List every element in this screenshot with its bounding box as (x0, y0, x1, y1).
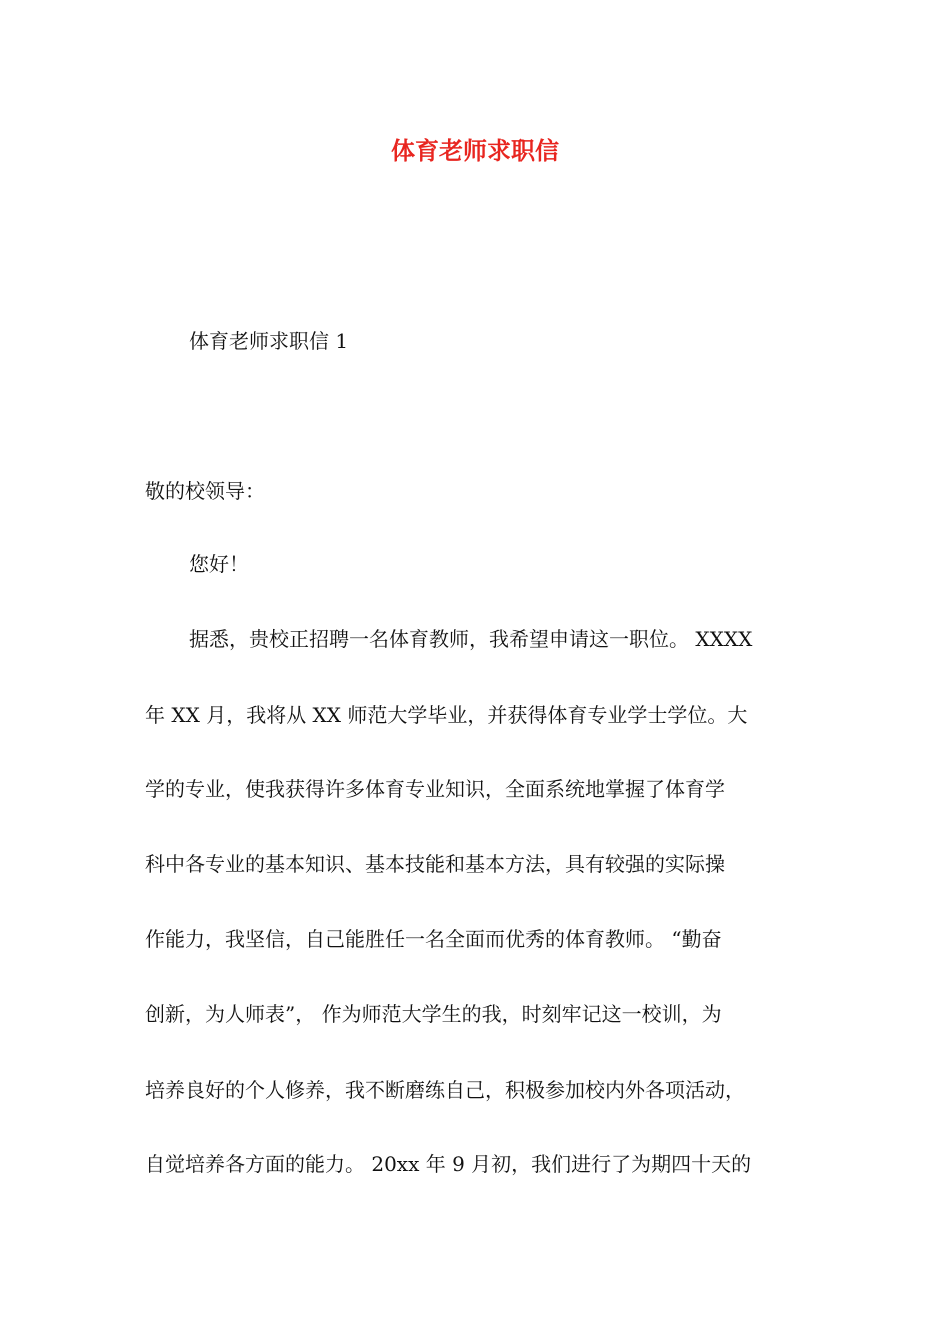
section-heading: 体育老师求职信 1 (189, 329, 349, 353)
body-line: 自觉培养各方面的能力。 20xx 年 9 月初，我们进行了为期四十天的 (145, 1152, 752, 1176)
body-line: 学的专业，使我获得许多体育专业知识，全面系统地掌握了体育学 (145, 777, 725, 801)
document-title: 体育老师求职信 (391, 136, 559, 165)
body-line: 创新，为人师表”， 作为师范大学生的我，时刻牢记这一校训，为 (145, 1002, 722, 1026)
greeting: 您好！ (189, 552, 249, 576)
body-line: 年 XX 月，我将从 XX 师范大学毕业，并获得体育专业学士学位。大 (145, 703, 748, 727)
body-line: 作能力，我坚信，自己能胜任一名全面而优秀的体育教师。 “勤奋 (145, 927, 722, 951)
body-line: 培养良好的个人修养，我不断磨练自己，积极参加校内外各项活动， (145, 1078, 745, 1102)
body-line: 据悉，贵校正招聘一名体育教师，我希望申请这一职位。 XXXX (189, 627, 753, 651)
salutation: 敬的校领导： (145, 479, 265, 503)
body-line: 科中各专业的基本知识、基本技能和基本方法，具有较强的实际操 (145, 852, 725, 876)
